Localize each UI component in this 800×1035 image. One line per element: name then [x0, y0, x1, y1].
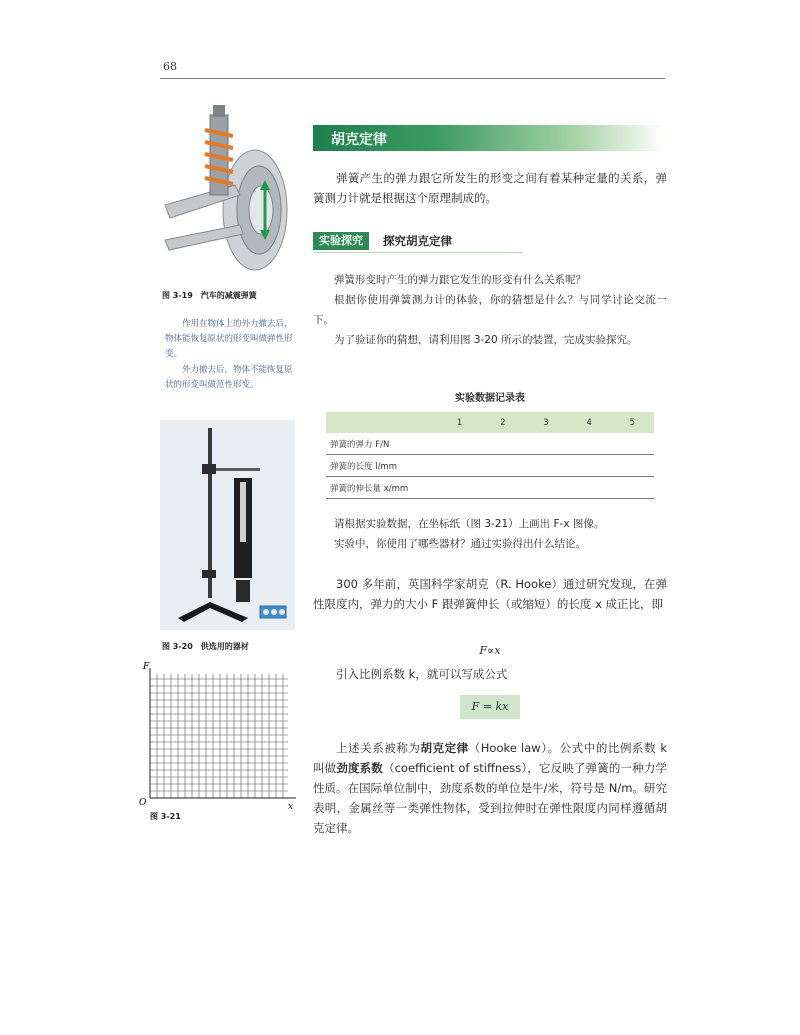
origin-label: O: [139, 798, 147, 808]
table-row: [326, 477, 654, 499]
question-2: 根据你使用弹簧测力计的体验，你的猜想是什么？与同学讨论交流一下。: [313, 294, 667, 326]
history-paragraph: 300 多年前，英国科学家胡克（R. Hooke）通过研究发现，在弹性限度内，弹力的大小 F 跟弹簧伸长（或缩短）的长度 x 成正比，即: [313, 577, 667, 611]
table-corner: [326, 412, 438, 433]
row-label: 弹簧的长度 l/mm: [326, 455, 438, 477]
section-title: 胡克定律: [331, 132, 387, 148]
sidenote: [165, 317, 293, 394]
col-header: 1: [438, 412, 481, 433]
table-row: [326, 433, 654, 455]
fig-3-20-caption: 图 3-20 供选用的器材: [162, 642, 249, 651]
section-title-bar: [313, 125, 665, 151]
row-label: 弹簧的伸长量 x/mm: [326, 477, 438, 499]
hooke-law-paragraph: 上述关系被称为胡克定律（Hooke law）。公式中的比例系数 k 叫做劲度系数（coefficient of stiffness），它反映了弹簧的一种力学性质。在国际单位制中，劲度系数的单位是牛/米，符号是 N/m。研究表明，金属丝等一类弹性物体，受到拉伸时在弹性限度内同样遵循胡克定律。: [313, 741, 668, 835]
intro-paragraph: 弹簧产生的弹力跟它所发生的形变之间有着某种定量的关系，弹簧测力计就是根据这个原理制成的。: [313, 171, 667, 205]
sidenote-plastic: 外力撤去后，物体不能恢复原状的形变叫做范性形变。: [165, 365, 293, 390]
intro-k-paragraph: 引入比例系数 k，就可以写成公式: [336, 667, 508, 681]
question-3: 为了验证你的猜想，请利用图 3-20 所示的装置，完成实验探究。: [334, 334, 638, 346]
proportional-formula: F∝x: [479, 644, 501, 657]
experiment-questions: [313, 270, 667, 350]
col-header: 5: [611, 412, 654, 433]
col-header: 4: [568, 412, 611, 433]
y-axis-label: F: [143, 662, 150, 672]
table-title: 实验数据记录表: [455, 393, 525, 404]
fig-3-21-caption: 图 3-21: [150, 812, 181, 821]
shock-absorber-illustration: [155, 100, 295, 280]
instruction-1: 请根据实验数据，在坐标纸（图 3-21）上画出 F-x 图像。: [334, 518, 605, 530]
fig-3-19-caption: 图 3-19 汽车的减震弹簧: [162, 291, 257, 300]
apparatus-photo: [160, 420, 295, 630]
question-1: 弹簧形变时产生的弹力跟它发生的形变有什么关系呢？: [334, 274, 586, 286]
stiffness-term: 劲度系数: [336, 761, 383, 775]
grid-lines: [150, 674, 288, 798]
after-table-instructions: [313, 514, 667, 554]
experiment-tag: 实验探究: [313, 232, 369, 250]
instruction-2: 实验中，你使用了哪些器材？通过实验得出什么结论。: [334, 538, 586, 550]
table-row: [326, 455, 654, 477]
experiment-title: 探究胡克定律: [383, 234, 452, 248]
experiment-heading: [313, 232, 523, 253]
col-header: 3: [524, 412, 567, 433]
graph-paper: [138, 660, 298, 810]
x-axis-label: x: [288, 802, 294, 810]
hooke-formula-box: F = kx: [460, 695, 520, 719]
sidenote-elastic: 作用在物体上的外力撤去后，物体能恢复原状的形变叫做弹性形变。: [165, 319, 293, 359]
col-header: 2: [481, 412, 524, 433]
row-label: 弹簧的弹力 F/N: [326, 433, 438, 455]
hooke-law-term: 胡克定律: [420, 741, 469, 755]
header-rule: [160, 78, 665, 79]
data-record-table: [326, 412, 654, 499]
page-number: 68: [163, 60, 177, 73]
